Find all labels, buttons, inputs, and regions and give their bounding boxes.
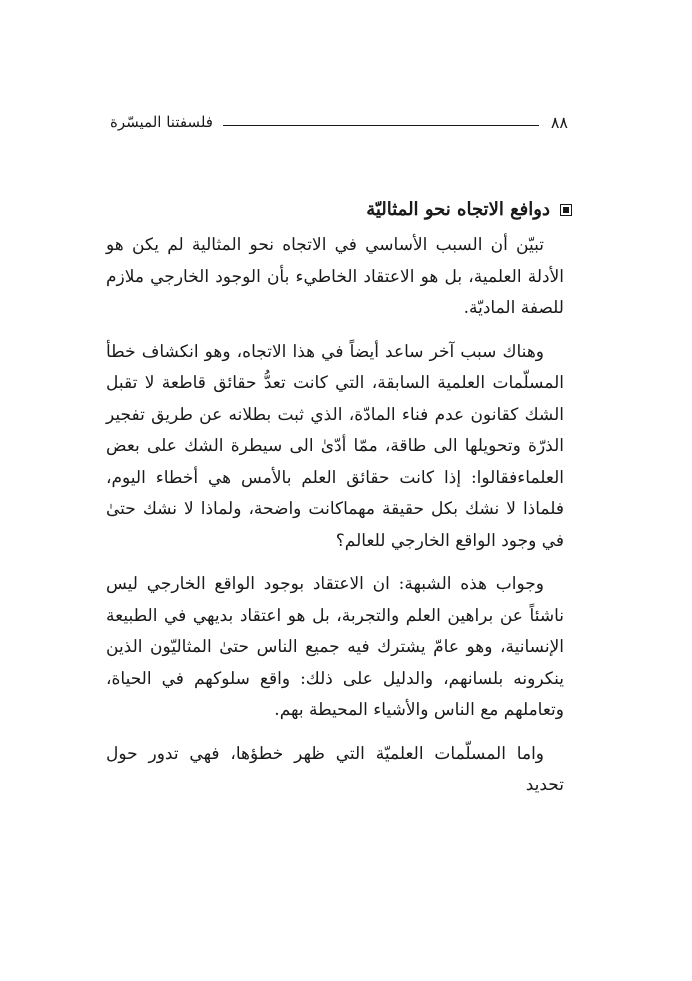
square-bullet-icon [560,204,572,216]
page-number: ٨٨ [550,112,568,132]
section-heading [112,199,572,220]
paragraph: وهناك سبب آخر ساعد أيضاً في هذا الاتجاه، وهو انكشاف خطأ المسلّمات العلمية السابقة، التي كانت تعدُّ حقائق قاطعة لا تقبل الشك كقانون عدم فناء المادّة، الذي ثبت بطلانه عن طريق تفجير الذرّة وتحويلها الى طاقة، ممّا أدّىٰ الى سيطرة الشك على بعض العلماءفقالوا: إذا كانت حقائق العلم بالأمس هي أخطاء اليوم، فلماذا لا نشك بكل حقيقة مهماكانت واضحة، ولماذا لا نشك حتىٰ في وجود الواقع الخارجي للعالم؟ [106,341,564,551]
paragraph: واما المسلّمات العلميّة التي ظهر خطؤها، فهي تدور حول تحديد [106,743,564,795]
paragraph: وجواب هذه الشبهة: ان الاعتقاد بوجود الواقع الخارجي ليس ناشئاً عن براهين العلم والتجربة، بل هو اعتقاد بديهي في الطبيعة الإنسانية، وهو عامّ يشترك فيه جميع الناس حتىٰ المثاليّون الذين ينكرونه بلسانهم، والدليل على ذلك: واقع سلوكهم في الحياة، وتعاملهم مع الناس والأشياء المحيطة بهم. [106,574,564,720]
section-heading-text: دوافع الاتجاه نحو المثاليّة [366,199,550,220]
body-text [106,230,564,814]
header-rule [223,125,539,126]
book-title: فلسفتنا الميسّرة [110,113,213,131]
running-header [110,110,568,134]
paragraph: تبيّن أن السبب الأساسي في الاتجاه نحو المثالية لم يكن هو الأدلة العلمية، بل هو الاعتقاد الخاطيء بأن الوجود الخارجي ملازم للصفة الماديّة. [106,235,564,318]
